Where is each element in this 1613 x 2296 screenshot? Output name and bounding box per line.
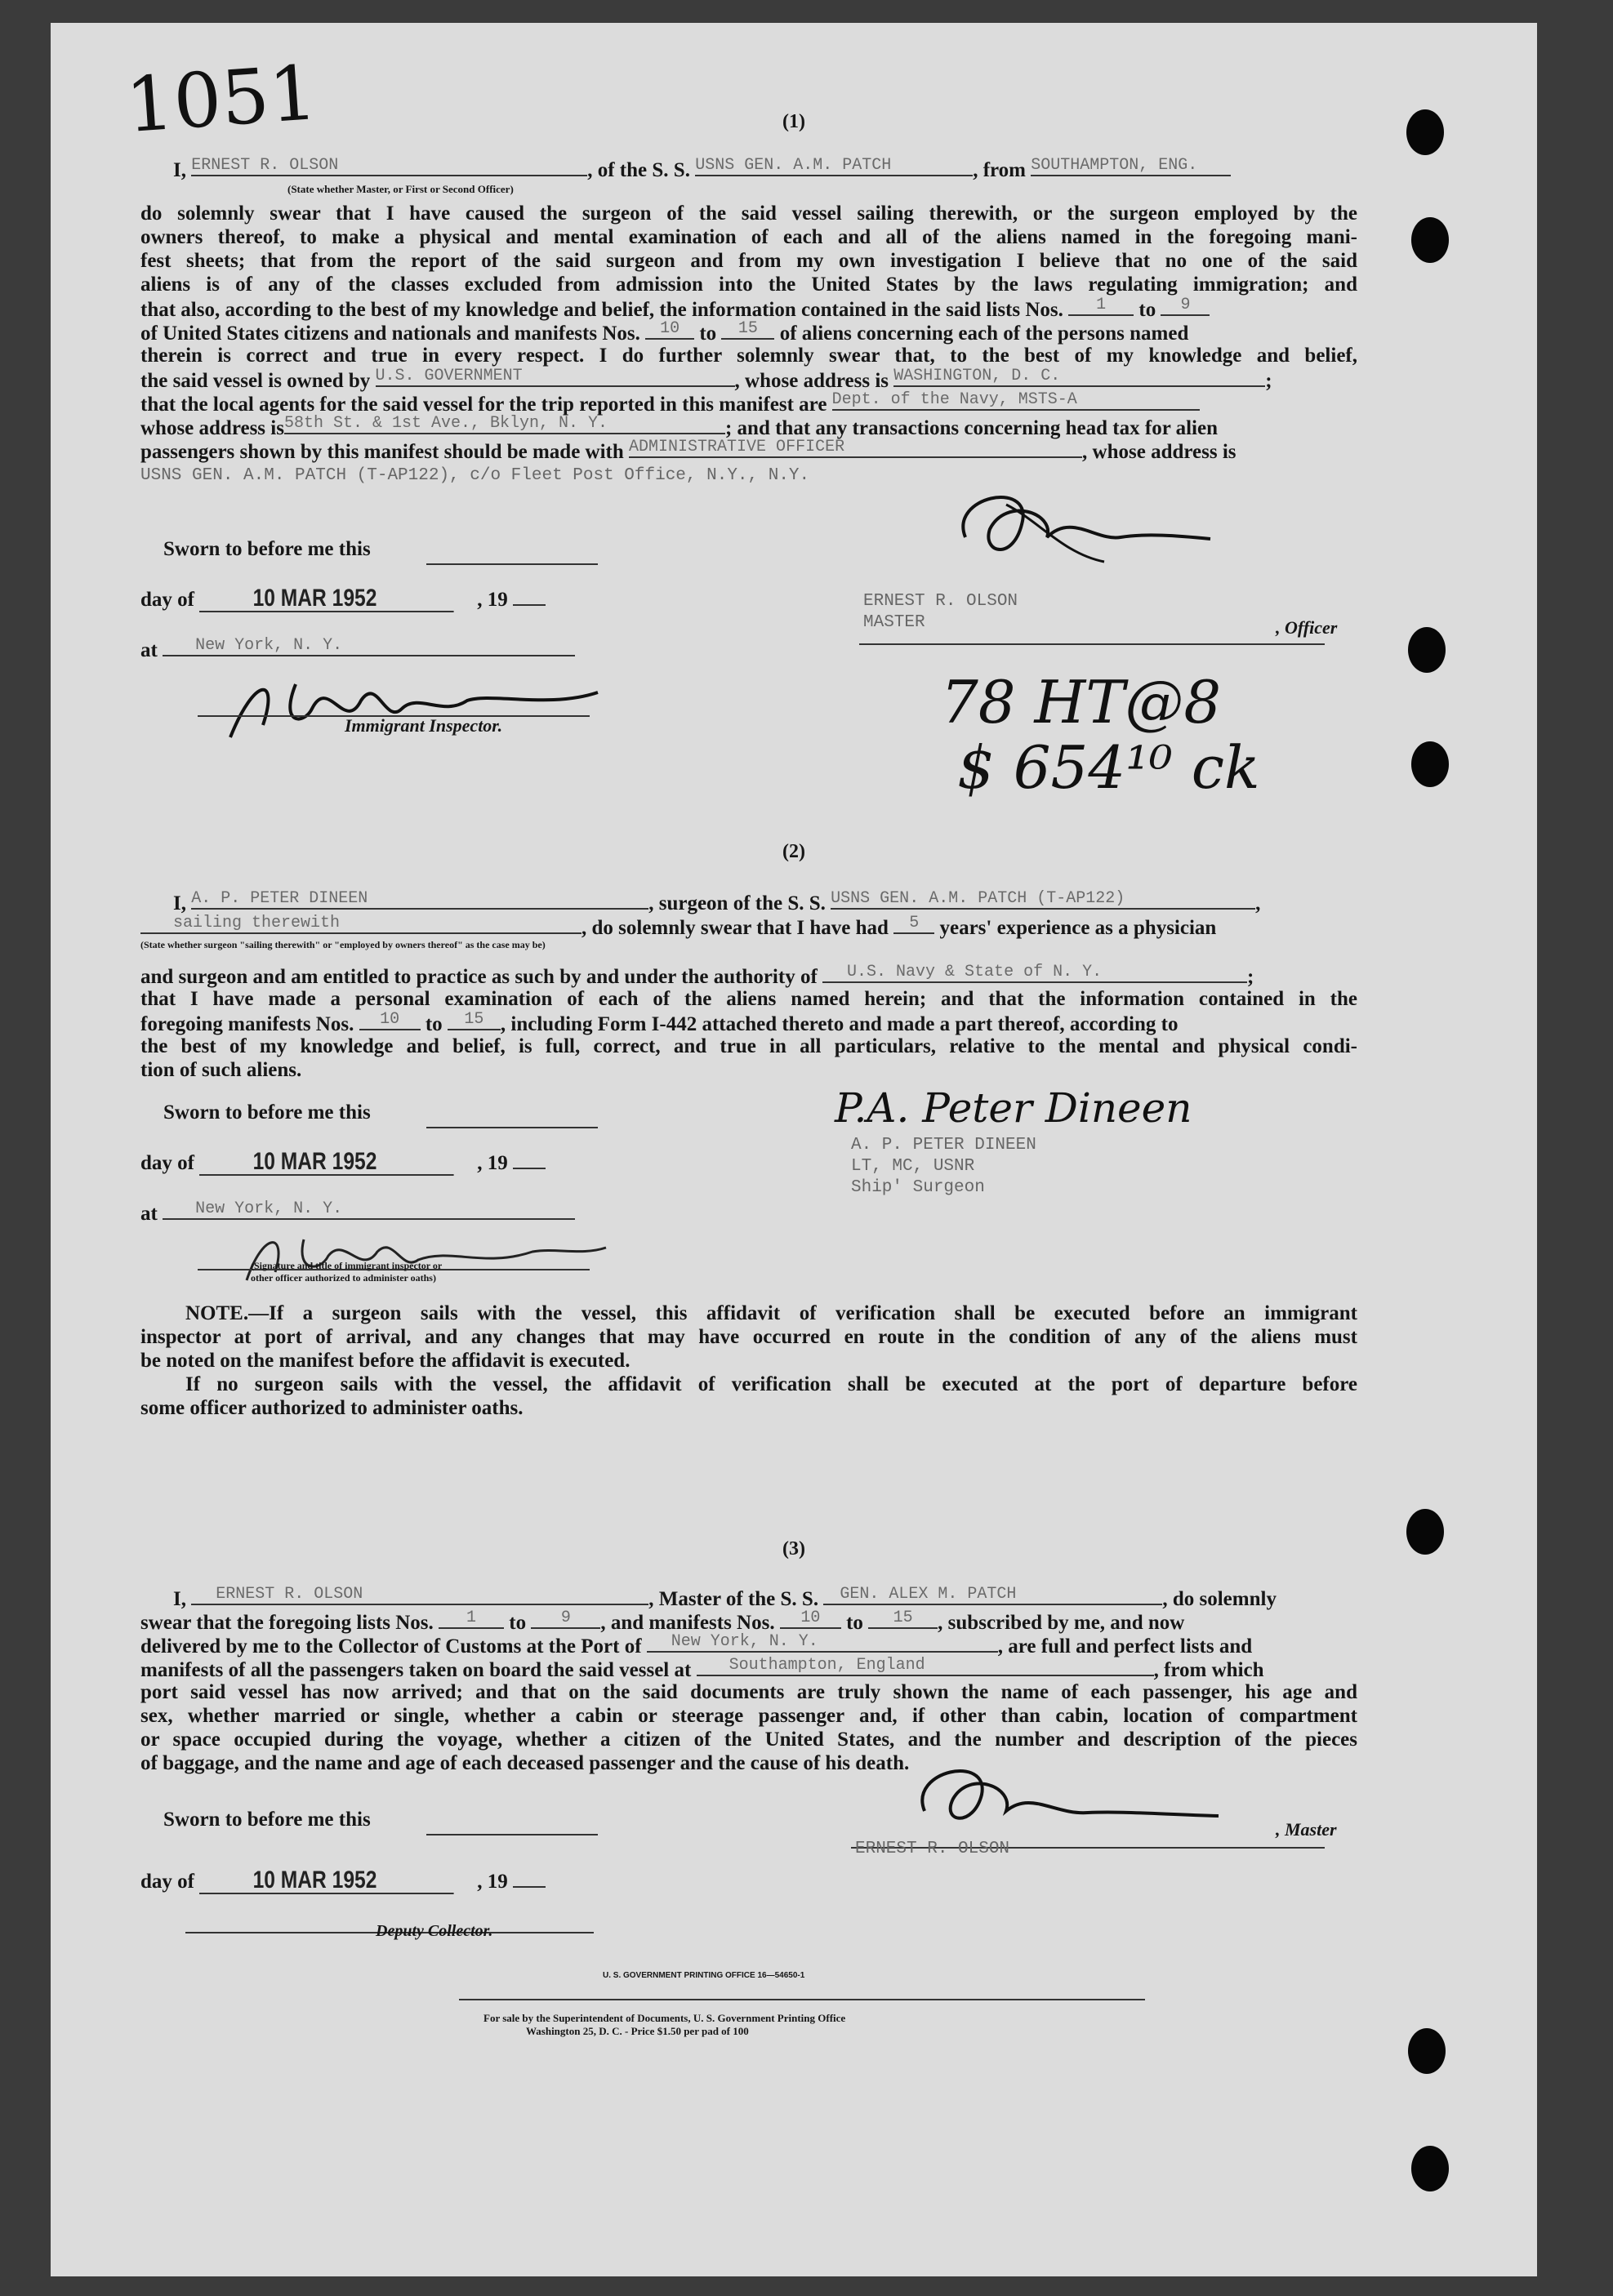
sig-caption-2b: other officer authorized to administer oaths): [251, 1272, 436, 1284]
note-2-line-2: some officer authorized to administer oaths.: [140, 1397, 524, 1419]
sig-caption-2a: (Signature and title of immigrant inspector or: [251, 1260, 443, 1271]
surgeon-signature: P.A. Peter Dineen: [835, 1084, 1192, 1132]
s1-line-10: that the local agents for the said vessel for the trip reported in this manifest are Dept. of the Navy, MSTS-A: [140, 391, 1357, 417]
s3-line-8: of baggage, and the name and age of each deceased passenger and the cause of his death.: [140, 1752, 910, 1774]
s3-sworn: Sworn to before me this: [163, 1809, 371, 1831]
date-stamp-1: 10 MAR 1952: [199, 586, 454, 612]
s2-line-2: sailing therewith , do solemnly swear that I have had 5 years' experience as a physician: [140, 914, 1357, 941]
master-typed-title: MASTER: [863, 613, 925, 632]
surgeon-typed-name: A. P. PETER DINEEN: [851, 1136, 1036, 1155]
s1-line-6: that also, according to the best of my knowledge and belief, the information contained in the said lists Nos. 1 to 9: [140, 296, 1357, 323]
s1-line-1: I, ERNEST R. OLSON , of the S. S. USNS GEN. A.M. PATCH , from SOUTHAMPTON, ENG.: [173, 157, 1357, 183]
years-field: 5: [893, 914, 934, 934]
section-2-number: (2): [782, 841, 805, 862]
place-field-1: New York, N. Y.: [163, 637, 575, 656]
s3-line-2: swear that the foregoing lists Nos. 1 to 9 , and manifests Nos. 10 to 15 , subscribed by me, and now: [140, 1609, 1185, 1634]
surgeon-caption: (State whether surgeon "sailing therewith" or "employed by owners thereof" as the case may be): [140, 939, 546, 950]
surgeon-typed-title: Ship' Surgeon: [851, 1178, 985, 1197]
owner-field: U.S. GOVERNMENT: [376, 367, 735, 387]
s3-vessel-field: GEN. ALEX M. PATCH: [823, 1586, 1162, 1605]
lists-from-field: 1: [1068, 296, 1134, 316]
agents-address-field: 58th St. & 1st Ave., Bklyn, N. Y.: [284, 415, 725, 434]
punch-hole: [1408, 2028, 1446, 2074]
manifests-to-field: 15: [721, 320, 774, 340]
s1-line-2: do solemnly swear that I have caused the surgeon of the said vessel sailing therewith, or the surgeon employed by the: [140, 202, 1357, 225]
head-tax-party-field: ADMINISTRATIVE OFFICER: [629, 438, 1082, 458]
s2-line-7: tion of such aliens.: [140, 1059, 302, 1081]
gpo-line: U. S. GOVERNMENT PRINTING OFFICE 16—54650-1: [603, 1971, 805, 1980]
s2-manifests-from-field: 10: [359, 1011, 421, 1030]
note-1-line-1: NOTE.—If a surgeon sails with the vessel, this affidavit of verification shall be executed before an immigrant: [185, 1302, 1357, 1324]
head-tax-address: USNS GEN. A.M. PATCH (T-AP122), c/o Fleet Post Office, N.Y., N.Y.: [140, 466, 810, 485]
punch-hole: [1408, 627, 1446, 673]
port-from-field: SOUTHAMPTON, ENG.: [1031, 157, 1231, 176]
s3-line-1: I, ERNEST R. OLSON , Master of the S. S. GEN. ALEX M. PATCH , do solemnly: [173, 1586, 1277, 1610]
surgeon-vessel-field: USNS GEN. A.M. PATCH (T-AP122): [831, 890, 1255, 910]
s1-line-3: owners thereof, to make a physical and mental examination of each and all of the aliens named in the foregoing mani-: [140, 226, 1357, 248]
master-typed-name: ERNEST R. OLSON: [863, 592, 1018, 611]
agents-field: Dept. of the Navy, MSTS-A: [832, 391, 1200, 411]
section-1-number: (1): [782, 111, 805, 132]
note-1-line-3: be noted on the manifest before the affidavit is executed.: [140, 1350, 630, 1372]
s3-line-4: manifests of all the passengers taken on board the said vessel at Southampton, England , from which: [140, 1657, 1264, 1681]
s1-line-7: of United States citizens and nationals and manifests Nos. 10 to 15 of aliens concerning each of the persons named: [140, 320, 1189, 345]
handwritten-page-number: 1051: [123, 48, 320, 150]
s1-sworn: Sworn to before me this: [163, 538, 371, 560]
sale-line-1: For sale by the Superintendent of Documents, U. S. Government Printing Office: [483, 2012, 846, 2024]
s3-line-5: port said vessel has now arrived; and that on the said documents are truly shown the name of each passenger, his age and: [140, 1681, 1357, 1703]
s1-line-9: the said vessel is owned by U.S. GOVERNMENT , whose address is WASHINGTON, D. C. ;: [140, 367, 1272, 392]
officer-name-field: ERNEST R. OLSON: [191, 157, 587, 176]
punch-hole: [1411, 217, 1449, 263]
punch-hole: [1406, 1509, 1444, 1555]
s2-at-line: at New York, N. Y.: [140, 1200, 1357, 1226]
surgeon-typed-rank: LT, MC, USNR: [851, 1157, 975, 1176]
s1-line-11: whose address is58th St. & 1st Ave., Bklyn, N. Y. ; and that any transactions concerning head tax for alien: [140, 415, 1218, 439]
handwritten-note-1: 78 HT@8: [941, 668, 1222, 736]
officer-caption: (State whether Master, or First or Second Officer): [287, 183, 514, 195]
s3-port-field: New York, N. Y.: [647, 1633, 998, 1653]
handwritten-note-2: $ 654¹⁰ ck: [957, 733, 1260, 802]
s3-lists-to-field: 9: [531, 1609, 600, 1629]
s1-line-5: aliens is of any of the classes excluded from admission into the United States by the laws regulating immigration; and: [140, 274, 1357, 296]
inspector-caption-1: Immigrant Inspector.: [345, 715, 503, 736]
deputy-caption: Deputy Collector.: [376, 1922, 493, 1940]
sailing-field: sailing therewith: [140, 914, 581, 934]
note-1-line-2: inspector at port of arrival, and any changes that may have occurred en route in the condition of any of the aliens must: [140, 1326, 1357, 1348]
note-2-line-1: If no surgeon sails with the vessel, the affidavit of verification shall be executed at the port of departure before: [185, 1373, 1357, 1395]
s3-master-name-field: ERNEST R. OLSON: [191, 1586, 648, 1605]
s1-line-8: therein is correct and true in every respect. I do further solemnly swear that, to the best of my knowledge and belief,: [140, 345, 1357, 367]
surgeon-name-field: A. P. PETER DINEEN: [191, 890, 648, 910]
punch-hole: [1411, 2146, 1449, 2191]
s2-line-6: the best of my knowledge and belief, is full, correct, and true in all particulars, relative to the mental and physical condi-: [140, 1035, 1357, 1057]
vessel-field: USNS GEN. A.M. PATCH: [695, 157, 973, 176]
sale-line-2: Washington 25, D. C. - Price $1.50 per pad of 100: [526, 2025, 749, 2037]
s2-line-5: foregoing manifests Nos. 10 to 15 , including Form I-442 attached thereto and made a part thereof, according to: [140, 1011, 1179, 1035]
s2-line-3: and surgeon and am entitled to practice as such by and under the authority of U.S. Navy & State of N. Y. ;: [140, 963, 1254, 988]
s3-typed-name: ERNEST R. OLSON: [855, 1840, 1010, 1858]
s2-day-line: day of 10 MAR 1952 , 19: [140, 1150, 1357, 1176]
s2-manifests-to-field: 15: [448, 1011, 501, 1030]
s1-line-4: fest sheets; that from the report of the said surgeon and from my own investigation I believe that no one of the said: [140, 250, 1357, 272]
s1-line-12: passengers shown by this manifest should be made with ADMINISTRATIVE OFFICER , whose address is: [140, 438, 1236, 463]
master-label: , Master: [1276, 1819, 1337, 1840]
s3-manifests-to-field: 15: [868, 1609, 938, 1629]
s3-line-6: sex, whether married or single, whether a cabin or steerage passenger and, if other than cabin, location of compartment: [140, 1705, 1357, 1727]
s3-day-line: day of 10 MAR 1952 , 19: [140, 1868, 1357, 1894]
s1-at-line: at New York, N. Y.: [140, 637, 1357, 663]
s3-line-7: or space occupied during the voyage, whether a citizen of the United States, and the number and description of the pieces: [140, 1729, 1357, 1751]
authority-field: U.S. Navy & State of N. Y.: [822, 963, 1247, 983]
manifests-from-field: 10: [645, 320, 694, 340]
manifest-affidavit-page: [51, 23, 1537, 2276]
place-field-2: New York, N. Y.: [163, 1200, 575, 1220]
section-3-number: (3): [782, 1538, 805, 1560]
s3-lists-from-field: 1: [439, 1609, 504, 1629]
lists-to-field: 9: [1161, 296, 1210, 316]
date-stamp-2: 10 MAR 1952: [199, 1150, 454, 1176]
officer-label: , Officer: [1276, 617, 1338, 638]
date-stamp-3: 10 MAR 1952: [199, 1868, 454, 1894]
s1-day-line: day of 10 MAR 1952 , 19: [140, 586, 1357, 612]
s2-sworn: Sworn to before me this: [163, 1101, 371, 1124]
punch-hole: [1411, 741, 1449, 787]
s2-line-4: that I have made a personal examination of each of the aliens named herein; and that the information contained in the: [140, 988, 1357, 1010]
s3-manifests-from-field: 10: [780, 1609, 841, 1629]
owner-address-field: WASHINGTON, D. C.: [893, 367, 1265, 387]
s2-line-1: I, A. P. PETER DINEEN , surgeon of the S. S. USNS GEN. A.M. PATCH (T-AP122) ,: [173, 890, 1261, 914]
punch-hole: [1406, 109, 1444, 155]
s3-line-3: delivered by me to the Collector of Customs at the Port of New York, N. Y. , are full and perfect lists and: [140, 1633, 1253, 1657]
s3-boarding-port-field: Southampton, England: [697, 1657, 1154, 1676]
